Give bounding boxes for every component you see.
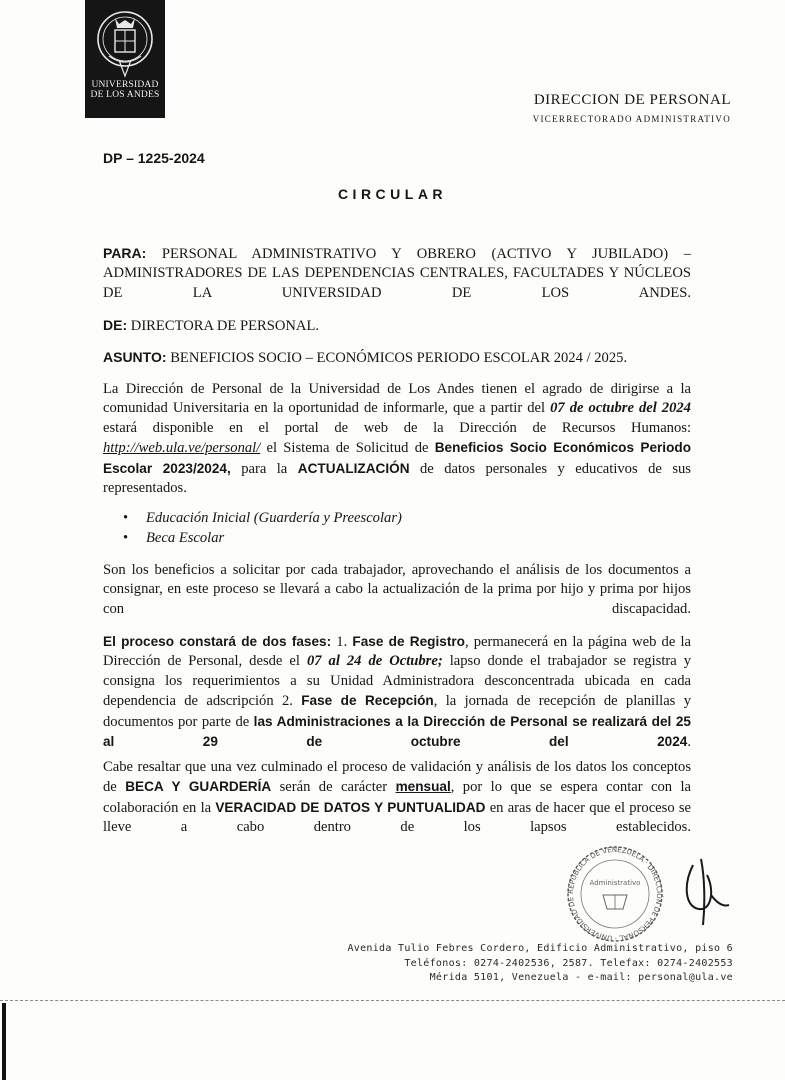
monthly-keyword: mensual	[395, 779, 451, 795]
para-label: PARA:	[103, 245, 147, 261]
footer-line1: Avenida Tulio Febres Cordero, Edificio Administrativo, piso 6	[347, 943, 733, 954]
list-item: • Educación Inicial (Guardería y Preescolar)	[103, 508, 402, 528]
paragraph-intro	[103, 380, 691, 498]
intro-text-e: de datos personales y educativos de sus representados.	[103, 460, 691, 497]
benefits-list	[103, 508, 402, 548]
logo-line1: UNIVERSIDAD	[91, 80, 159, 90]
para-text: PERSONAL ADMINISTRATIVO Y OBRERO (ACTIVO Y JUBILADO) – ADMINISTRADORES DE LAS DEPENDENCIAS CENTRALES, FACULTADES Y NÚCLEOS DE LA UNIVERSIDAD DE LOS ANDES.	[103, 246, 691, 301]
closing-text-c: , por lo que se espera contar con la colaboración en la	[103, 779, 692, 816]
phases-text-d: lapso donde el trabajador se registra y consigna los requerimientos a su Unidad Administradora desconcentrada ubicada en cada dependencia de adscripción 2.	[103, 653, 691, 710]
header-department-block	[533, 92, 731, 124]
update-keyword: ACTUALIZACIÓN	[297, 460, 410, 476]
de-label: DE:	[103, 317, 128, 333]
footer-line3: Mérida 5101, Venezuela - e-mail: personal@ula.ve	[429, 972, 733, 983]
logo-line2: DE LOS ANDES	[90, 90, 160, 100]
document-number: DP – 1225-2024	[103, 150, 205, 166]
phase-one-number: 1.	[336, 634, 348, 650]
document-title: CIRCULAR	[337, 186, 448, 202]
paragraph-closing	[103, 758, 691, 838]
start-date: 07 de octubre del 2024	[550, 400, 691, 417]
stamp-center-text: Administrativo	[589, 879, 641, 887]
intro-text-d: para la	[241, 460, 288, 477]
asunto-label: ASUNTO:	[103, 349, 167, 365]
intro-text-b: estará disponible en el portal de web de la Dirección de Recursos Humanos:	[103, 419, 691, 436]
asunto-section	[103, 348, 691, 368]
phases-text-c: , permanecerá en la página web de la Dirección de Personal, desde el	[103, 634, 691, 670]
official-stamp-icon	[565, 845, 664, 942]
benefits-system-name: Beneficios Socio Económicos Periodo Escolar 2023/2024,	[103, 440, 691, 476]
closing-text-d: en aras de hacer que el proceso se lleve a cabo dentro de los lapsos establecidos.	[103, 799, 691, 836]
phases-intro: El proceso constará de dos fases:	[103, 634, 332, 649]
intro-text-a: La Dirección de Personal de la Universidad de Los Andes tienen el agrado de dirigirse a la comunidad Universitaria en la oportunidad de informarle, que a partir del	[103, 381, 691, 417]
reception-dates: las Administraciones a la Dirección de Personal se realizará del 25 al 29 de octubre del 2024	[103, 713, 691, 750]
university-logo	[85, 0, 165, 118]
handwritten-signature-icon	[687, 859, 729, 925]
stamp-and-signature	[565, 845, 745, 948]
registration-dates: 07 al 24 de Octubre;	[306, 653, 443, 670]
personal-portal-link[interactable]: http://web.ula.ve/personal/	[103, 440, 261, 457]
department-name: DIRECCION DE PERSONAL	[533, 92, 731, 108]
phases-period: .	[687, 734, 691, 751]
vice-rectorate-name: VICERRECTORADO ADMINISTRATIVO	[532, 114, 731, 124]
university-seal-icon	[95, 6, 155, 80]
closing-text-b: serán de carácter	[279, 779, 388, 796]
para-section	[103, 244, 691, 303]
phase-two-title: Fase de Recepción	[301, 693, 434, 709]
page-divider	[0, 1000, 785, 1001]
closing-text-a: Cabe resaltar que una vez culminado el proceso de validación y análisis de los datos los conceptos de	[103, 759, 691, 796]
de-section	[103, 316, 691, 336]
beca-guarderia: BECA Y GUARDERÍA	[125, 779, 272, 795]
list-item: • Beca Escolar	[103, 528, 402, 548]
footer-line2: Teléfonos: 0274-2402536, 2587. Telefax: 0274-2402553	[404, 957, 733, 969]
phases-text-e: , la jornada de recepción de planillas y documentos por parte de	[103, 693, 691, 730]
asunto-text: BENEFICIOS SOCIO – ECONÓMICOS PERIODO ESCOLAR 2024 / 2025.	[170, 350, 628, 366]
veracity-keyword: VERACIDAD DE DATOS Y PUNTUALIDAD	[215, 799, 486, 815]
phase-one-title: Fase de Registro	[352, 634, 465, 649]
stamp-ring-text: REPÚBLICA DE VENEZUELA · DIRECCIÓN DE PERSONAL · UNIVERSIDAD DE	[566, 845, 664, 943]
footer-address	[347, 942, 733, 986]
paragraph-phases	[103, 632, 691, 752]
paragraph-benefits: Son los beneficios a solicitar por cada trabajador, aprovechando el análisis de los documentos a consignar, en este proceso se llevará a cabo la actualización de la prima por hijo y prima por hijos con discapacidad.	[103, 562, 691, 617]
de-text: DIRECTORA DE PERSONAL.	[130, 318, 320, 334]
intro-text-c: el Sistema de Solicitud de	[266, 440, 429, 457]
page-edge-mark	[2, 1003, 6, 1080]
stamp-graphic	[565, 845, 745, 943]
